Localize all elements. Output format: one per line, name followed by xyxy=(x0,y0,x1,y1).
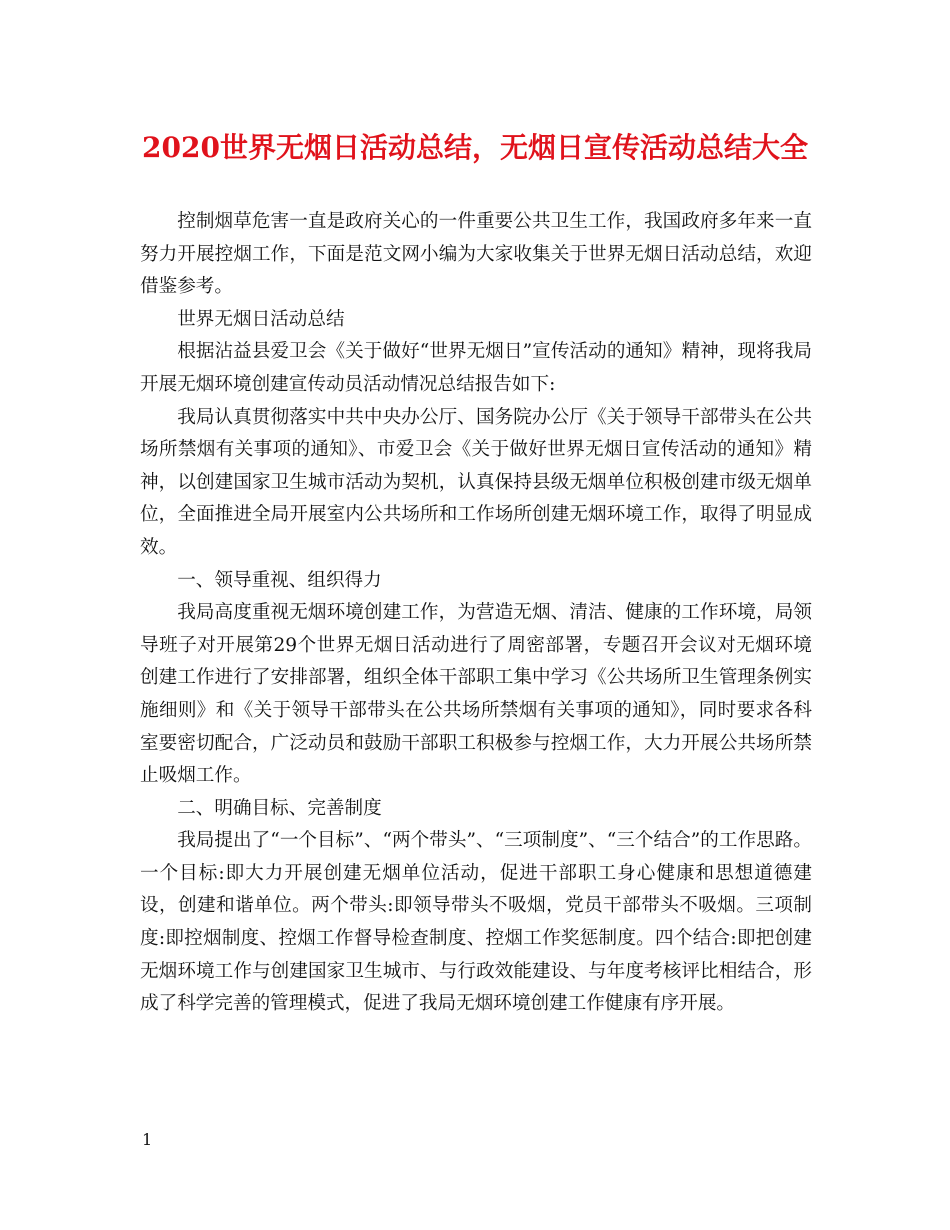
section-heading: 二、明确目标、完善制度 xyxy=(177,797,382,819)
section-heading: 世界无烟日活动总结 xyxy=(177,308,345,330)
body-paragraph: 我局提出了“一个目标”、“两个带头”、“三项制度”、“三个结合”的工作思路。一个目标:即大力开展创建无烟单位活动，促进干部职工身心健康和思想道德建设，创建和谐单位。两个带头:即领导带头不吸烟，党员干部带头不吸烟。三项制度:即控烟制度、控烟工作督导检查制度、控烟工作奖惩制度。四个结合:即把创建无烟环境工作与创建国家卫生城市、与行政效能建设、与年度考核评比相结合，形成了科学完善的管理模式，促进了我局无烟环境创建工作健康有序开展。 xyxy=(140,830,812,1015)
section-heading: 一、领导重视、组织得力 xyxy=(177,569,382,591)
document-title: 2020世界无烟日活动总结，无烟日宣传活动总结大全 xyxy=(142,131,808,164)
intro-paragraph: 控制烟草危害一直是政府关心的一件重要公共卫生工作，我国政府多年来一直努力开展控烟工作，下面是范文网小编为大家收集关于世界无烟日活动总结，欢迎借鉴参考。 xyxy=(140,211,812,298)
page-number: 1 xyxy=(142,1130,153,1149)
body-paragraph: 我局认真贯彻落实中共中央办公厅、国务院办公厅《关于领导干部带头在公共场所禁烟有关事项的通知》、市爱卫会《关于做好世界无烟日宣传活动的通知》精神，以创建国家卫生城市活动为契机，认真保持县级无烟单位积极创建市级无烟单位，全面推进全局开展室内公共场所和工作场所创建无烟环境工作，取得了明显成效。 xyxy=(140,406,812,558)
body-paragraph: 我局高度重视无烟环境创建工作，为营造无烟、清洁、健康的工作环境，局领导班子对开展第29个世界无烟日活动进行了周密部署，专题召开会议对无烟环境创建工作进行了安排部署，组织全体干部职工集中学习《公共场所卫生管理条例实施细则》和《关于领导干部带头在公共场所禁烟有关事项的通知》，同时要求各科室要密切配合，广泛动员和鼓励干部职工积极参与控烟工作，大力开展公共场所禁止吸烟工作。 xyxy=(140,602,812,787)
document-body xyxy=(140,206,812,1021)
body-paragraph: 根据沾益县爱卫会《关于做好“世界无烟日”宣传活动的通知》精神，现将我局开展无烟环境创建宣传动员活动情况总结报告如下: xyxy=(140,341,812,395)
